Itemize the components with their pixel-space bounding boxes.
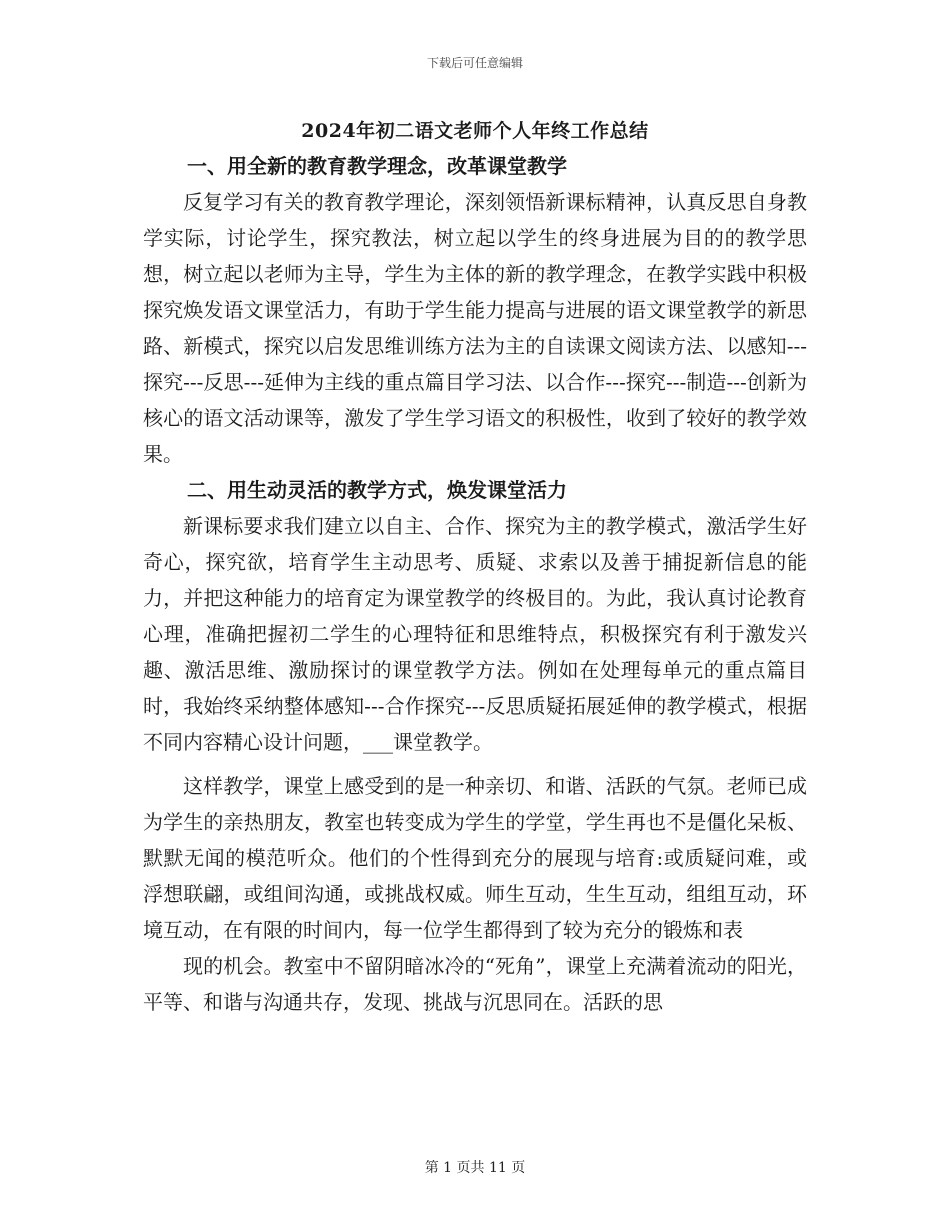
page-header-note: 下载后可任意编辑 (426, 56, 523, 70)
section-heading-1: 一、用全新的教育教学理念，改革课堂教学 (187, 154, 567, 178)
section-heading-2: 二、用生动灵活的教学方式，焕发课堂活力 (187, 478, 567, 502)
document-body (143, 148, 807, 1020)
document-title: 2024年初二语文老师个人年终工作总结 (301, 120, 649, 142)
section-2-paragraph-3: 现的机会。教室中不留阴暗冰冷的“死角”，课堂上充满着流动的阳光，平等、和谐与沟通共存，发现、挑战与沉思同在。活跃的思 (143, 954, 807, 1014)
section-2-paragraph-1: 新课标要求我们建立以自主、合作、探究为主的教学模式，激活学生好奇心，探究欲，培育学生主动思考、质疑、求索以及善于捕捉新信息的能力，并把这种能力的培育定为课堂教学的终极目的。为此，我认真讨论教育心理，准确把握初二学生的心理特征和思维特点，积极探究有利于激发兴趣、激活思维、激励探讨的课堂教学方法。例如在处理每单元的重点篇目时，我始终采纳整体感知---合作探究---反思质疑拓展延伸的教学模式，根据不同内容精心设计问题，___课堂教学。 (143, 514, 807, 754)
section-2-paragraph-2: 这样教学，课堂上感受到的是一种亲切、和谐、活跃的气氛。老师已成为学生的亲热朋友，教室也转变成为学生的学堂，学生再也不是僵化呆板、默默无闻的模范听众。他们的个性得到充分的展现与培育:或质疑问难，或浮想联翩，或组间沟通，或挑战权威。师生互动，生生互动，组组互动，环境互动，在有限的时间内，每一位学生都得到了较为充分的锻炼和表 (143, 774, 807, 942)
page-footer-page-number: 第 1 页共 11 页 (424, 1160, 526, 1176)
section-1-paragraph-1: 反复学习有关的教育教学理论，深刻领悟新课标精神，认真反思自身教学实际，讨论学生，探究教法，树立起以学生的终身进展为目的的教学思想，树立起以老师为主导，学生为主体的新的教学理念，在教学实践中积极探究焕发语文课堂活力，有助于学生能力提高与进展的语文课堂教学的新思路、新模式，探究以启发思维训练方法为主的自读课文阅读方法、以感知---探究---反思---延伸为主线的重点篇目学习法、以合作---探究---制造---创新为核心的语文活动课等，激发了学生学习语文的积极性，收到了较好的教学效果。 (143, 190, 807, 466)
